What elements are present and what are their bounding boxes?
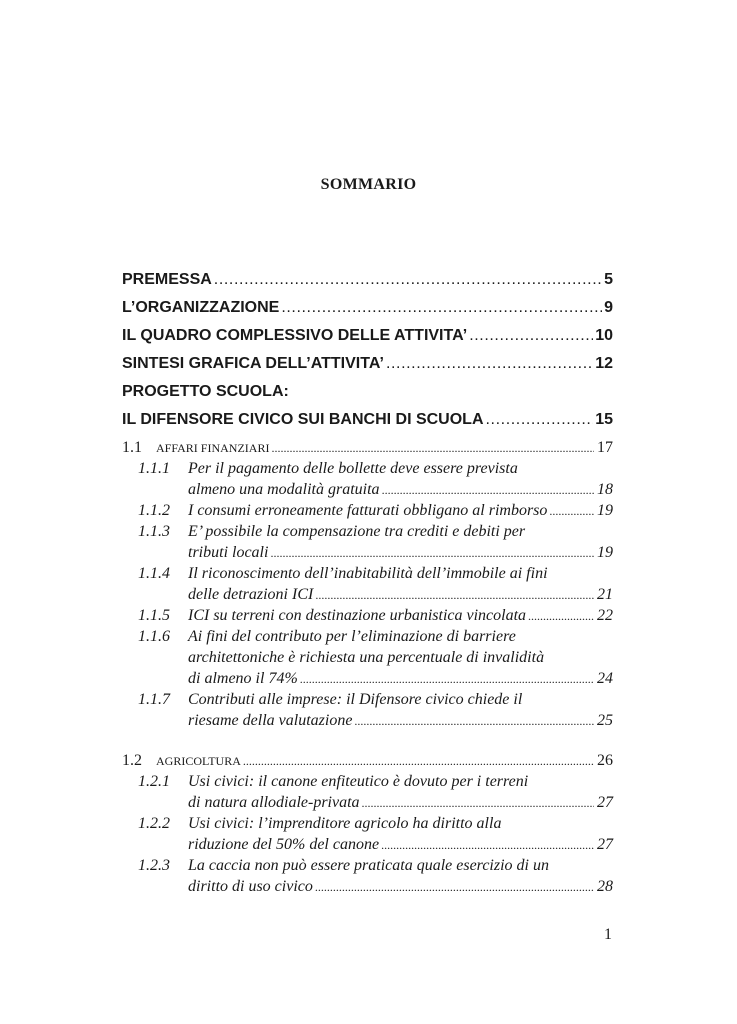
toc-subentry-page: 24 xyxy=(597,670,613,687)
toc-subentry-line xyxy=(138,834,613,855)
toc-subentry-line xyxy=(138,521,613,542)
toc-main-label: SINTESI GRAFICA DELL’ATTIVITA’ xyxy=(122,355,384,372)
toc-main-label: L’ORGANIZZAZIONE xyxy=(122,299,280,316)
toc-section xyxy=(122,437,613,731)
toc-leader xyxy=(214,266,602,294)
toc-subentry-line xyxy=(138,584,613,605)
toc-leader xyxy=(315,876,594,898)
toc-subentry-number: 1.1.3 xyxy=(138,523,170,540)
toc-subentry-line xyxy=(138,479,613,500)
toc-leader xyxy=(528,605,594,627)
toc-subentry-text: riduzione del 50% del canone xyxy=(188,836,380,853)
toc-leader xyxy=(549,500,594,522)
toc-subentry-number: 1.1.6 xyxy=(138,628,170,645)
toc-section-page: 26 xyxy=(597,752,613,769)
toc-subentry-text: Usi civici: il canone enfiteutico è dovuto per i terreni xyxy=(188,773,529,790)
toc-subentry-text: ICI su terreni con destinazione urbanistica vincolata xyxy=(188,607,527,624)
toc-main-page: 5 xyxy=(604,271,613,288)
toc-leader xyxy=(354,710,594,732)
toc-subentry xyxy=(138,689,613,731)
toc-subentry-text: La caccia non può essere praticata quale esercizio di un xyxy=(188,857,549,874)
toc-subentry-line xyxy=(138,626,613,647)
toc-subentry-line xyxy=(138,813,613,834)
toc-subentry-number: 1.1.2 xyxy=(138,502,170,519)
toc-subentry xyxy=(138,458,613,500)
toc-section-heading xyxy=(122,750,613,771)
toc-section-number: 1.1 xyxy=(122,439,142,456)
toc-main-label: PREMESSA xyxy=(122,271,212,288)
toc-main-page: 12 xyxy=(595,355,613,372)
toc-subentry-text: riesame della valutazione xyxy=(188,712,353,729)
toc-subentry-text: Per il pagamento delle bollette deve essere prevista xyxy=(188,460,518,477)
toc-subentry-text: Ai fini del contributo per l’eliminazione di barriere xyxy=(188,628,516,645)
toc-leader xyxy=(243,750,594,772)
toc-subentry xyxy=(138,500,613,521)
toc-subentry xyxy=(138,771,613,813)
toc-main-entry xyxy=(122,350,613,378)
page-title: SOMMARIO xyxy=(320,176,417,193)
toc-subentry-text: I consumi erroneamente fatturati obbligano al rimborso xyxy=(188,502,548,519)
toc-main-page: 15 xyxy=(595,411,613,428)
toc-subentry-page: 18 xyxy=(597,481,613,498)
toc-subentry xyxy=(138,855,613,897)
toc-subentry-line xyxy=(138,647,613,668)
toc-subentry-number: 1.1.4 xyxy=(138,565,170,582)
toc-section-heading xyxy=(122,437,613,458)
toc-main-entry xyxy=(122,294,613,322)
toc-subentry-number: 1.2.2 xyxy=(138,815,170,832)
toc-subentry-line xyxy=(138,458,613,479)
toc-subentry-page: 21 xyxy=(597,586,613,603)
toc-subentry-page: 27 xyxy=(597,794,613,811)
toc-main-page: 9 xyxy=(604,299,613,316)
toc-main-entry xyxy=(122,266,613,294)
toc-main-label: IL DIFENSORE CIVICO SUI BANCHI DI SCUOLA xyxy=(122,411,484,428)
toc-subentry-text: tributi locali xyxy=(188,544,269,561)
toc-subentry-page: 27 xyxy=(597,836,613,853)
toc-subentry-line xyxy=(138,668,613,689)
toc-subentry xyxy=(138,626,613,689)
toc-subentry-text: delle detrazioni ICI xyxy=(188,586,314,603)
page-number: 1 xyxy=(604,926,612,943)
toc-leader xyxy=(300,668,594,690)
toc-subentry-number: 1.1.1 xyxy=(138,460,170,477)
toc-subentry xyxy=(138,521,613,563)
toc-subentry-line xyxy=(138,876,613,897)
toc-leader xyxy=(469,322,593,350)
toc-subentry-text: di natura allodiale-privata xyxy=(188,794,360,811)
toc-main-entry xyxy=(122,378,613,406)
toc-subentry-line xyxy=(138,605,613,626)
toc-section-number: 1.2 xyxy=(122,752,142,769)
toc-subentry-page: 19 xyxy=(597,544,613,561)
toc-leader xyxy=(281,294,602,322)
toc-subentry-number: 1.1.7 xyxy=(138,691,170,708)
toc-main-entry xyxy=(122,322,613,350)
toc-subentry-page: 22 xyxy=(597,607,613,624)
toc-leader xyxy=(271,437,594,459)
toc-subentry-text: E’ possibile la compensazione tra crediti e debiti per xyxy=(188,523,526,540)
toc-section-title: AFFARI FINANZIARI xyxy=(156,441,270,455)
toc-subentry-number: 1.2.3 xyxy=(138,857,170,874)
toc-section xyxy=(122,750,613,897)
toc-subentry-number: 1.1.5 xyxy=(138,607,170,624)
toc-subentry-text: Il riconoscimento dell’inabitabilità dell’immobile ai fini xyxy=(188,565,548,582)
toc-leader xyxy=(386,350,593,378)
toc-main-label: IL QUADRO COMPLESSIVO DELLE ATTIVITA’ xyxy=(122,327,468,344)
toc-subentry-line xyxy=(138,542,613,563)
toc-main-page: 10 xyxy=(595,327,613,344)
toc-leader xyxy=(382,479,594,501)
toc-subentry xyxy=(138,813,613,855)
toc-subentry-line xyxy=(138,689,613,710)
toc-subentry xyxy=(138,563,613,605)
toc-subentry-line xyxy=(138,563,613,584)
toc-section-page: 17 xyxy=(597,439,613,456)
toc-subentry-text: Contributi alle imprese: il Difensore civico chiede il xyxy=(188,691,523,708)
toc-subentry-text: di almeno il 74% xyxy=(188,670,298,687)
toc-main-label: PROGETTO SCUOLA: xyxy=(122,383,289,400)
toc-subentry-page: 28 xyxy=(597,878,613,895)
toc-subentry-text: Usi civici: l’imprenditore agricolo ha diritto alla xyxy=(188,815,502,832)
toc-subentry-line xyxy=(138,792,613,813)
toc-subentry-line xyxy=(138,710,613,731)
toc-section-title: AGRICOLTURA xyxy=(156,754,241,768)
toc-subentry-page: 25 xyxy=(597,712,613,729)
toc-leader xyxy=(381,834,594,856)
toc-main-entry xyxy=(122,406,613,434)
toc-subentry-page: 19 xyxy=(597,502,613,519)
toc-subentry-number: 1.2.1 xyxy=(138,773,170,790)
main-toc xyxy=(122,266,613,434)
toc-leader xyxy=(315,584,594,606)
toc-leader xyxy=(270,542,594,564)
toc-subentry-text: almeno una modalità gratuita xyxy=(188,481,380,498)
toc-subentry xyxy=(138,605,613,626)
toc-subentry-line xyxy=(138,500,613,521)
toc-leader xyxy=(486,406,594,434)
toc-subentry-text: diritto di uso civico xyxy=(188,878,313,895)
toc-leader xyxy=(362,792,594,814)
toc-subentry-text: architettoniche è richiesta una percentuale di invalidità xyxy=(188,649,545,666)
toc-subentry-line xyxy=(138,855,613,876)
toc-subentry-line xyxy=(138,771,613,792)
